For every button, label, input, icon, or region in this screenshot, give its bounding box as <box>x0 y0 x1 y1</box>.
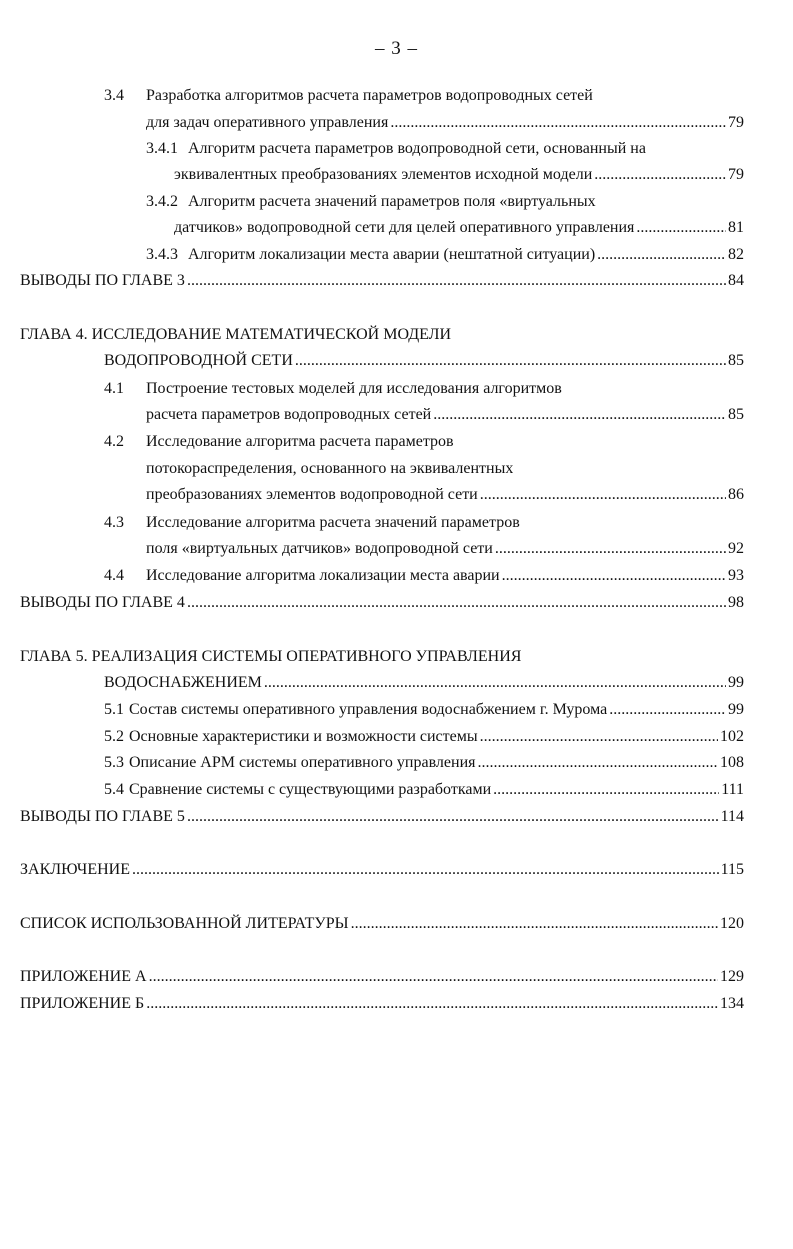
toc-page-ref: 86 <box>728 486 744 503</box>
toc-entry-line <box>104 779 744 801</box>
toc-entry-line <box>20 270 744 292</box>
toc-chapter-title: ГЛАВА 4. ИССЛЕДОВАНИЕ МАТЕМАТИЧЕСКОЙ МОДЕЛИ <box>20 326 452 343</box>
toc-item-title: Алгоритм расчета параметров водопроводной сети, основанный на <box>188 140 646 157</box>
toc-entry-line <box>146 538 744 560</box>
toc-item-title: датчиков» водопроводной сети для целей оперативного управления <box>174 219 635 236</box>
toc-item-title: ВЫВОДЫ ПО ГЛАВЕ 4 <box>20 594 185 611</box>
toc-page-ref: 98 <box>728 594 744 611</box>
toc-item-number: 3.4 <box>104 87 124 104</box>
dot-leader <box>433 404 726 426</box>
toc-item-title: Описание АРМ системы оперативного управления <box>129 754 476 771</box>
toc-item-title: преобразованиях элементов водопроводной сети <box>146 486 478 503</box>
dot-leader <box>597 244 726 266</box>
dot-leader <box>149 966 718 988</box>
toc-entry-line <box>104 350 744 372</box>
toc-item-title: потокораспределения, основанного на эквивалентных <box>146 460 514 477</box>
toc-item-number: 3.4.2 <box>146 193 178 210</box>
toc-item-title: ВЫВОДЫ ПО ГЛАВЕ 3 <box>20 272 185 289</box>
toc-entry-line <box>174 164 744 186</box>
toc-entry-line <box>146 565 744 587</box>
toc-page-ref: 79 <box>728 114 744 131</box>
toc-page-ref: 120 <box>720 915 744 932</box>
toc-item-title: ПРИЛОЖЕНИЕ А <box>20 968 147 985</box>
toc-page-ref: 108 <box>720 754 744 771</box>
toc-entry-line <box>146 404 744 426</box>
toc-item-number: 5.1 <box>104 701 124 718</box>
toc-page-ref: 79 <box>728 166 744 183</box>
toc-entry-line <box>146 484 744 506</box>
toc-item-number: 4.3 <box>104 514 124 531</box>
toc-page-ref: 134 <box>720 995 744 1012</box>
dot-leader <box>495 538 726 560</box>
toc-page-ref: 85 <box>728 406 744 423</box>
toc-page-ref: 99 <box>728 701 744 718</box>
dot-leader <box>351 913 718 935</box>
toc-item-title: ПРИЛОЖЕНИЕ Б <box>20 995 145 1012</box>
toc-item-title: эквивалентных преобразованиях элементов исходной модели <box>174 166 593 183</box>
toc-page-ref: 102 <box>720 728 744 745</box>
toc-chapter-title: ГЛАВА 5. РЕАЛИЗАЦИЯ СИСТЕМЫ ОПЕРАТИВНОГО УПРАВЛЕНИЯ <box>20 648 522 665</box>
toc-entry-line <box>20 859 744 881</box>
toc-page-ref: 85 <box>728 352 744 369</box>
toc-item-number: 3.4.3 <box>146 246 178 263</box>
toc-item-title: Сравнение системы с существующими разработками <box>129 781 492 798</box>
toc-entry-line <box>104 672 744 694</box>
toc-page-ref: 115 <box>720 861 744 878</box>
toc-item-title: расчета параметров водопроводных сетей <box>146 406 432 423</box>
toc-item-title: ВОДОСНАБЖЕНИЕМ <box>104 674 262 691</box>
dot-leader <box>477 752 718 774</box>
toc-entry-line <box>188 244 744 266</box>
toc-item-title: поля «виртуальных датчиков» водопроводной сети <box>146 540 493 557</box>
toc-entry-line <box>20 913 744 935</box>
toc-item-title: ЗАКЛЮЧЕНИЕ <box>20 861 130 878</box>
toc-entry-line <box>104 699 744 721</box>
dot-leader <box>187 270 726 292</box>
toc-page-ref: 84 <box>728 272 744 289</box>
toc-item-title: Состав системы оперативного управления водоснабжением г. Мурома <box>129 701 608 718</box>
dot-leader <box>295 350 726 372</box>
toc-item-title: СПИСОК ИСПОЛЬЗОВАННОЙ ЛИТЕРАТУРЫ <box>20 915 349 932</box>
toc-item-number: 3.4.1 <box>146 140 178 157</box>
dot-leader <box>594 164 726 186</box>
dot-leader <box>609 699 726 721</box>
toc-page-ref: 92 <box>728 540 744 557</box>
toc-entry-line <box>104 752 744 774</box>
dot-leader <box>264 672 726 694</box>
toc-item-title: Алгоритм расчета значений параметров поля «виртуальных <box>188 193 596 210</box>
toc-item-number: 4.4 <box>104 567 124 584</box>
toc-item-title: ВОДОПРОВОДНОЙ СЕТИ <box>104 352 293 369</box>
dot-leader <box>636 217 726 239</box>
toc-entry-line <box>174 217 744 239</box>
toc-item-title: Исследование алгоритма расчета параметров <box>146 433 454 450</box>
toc-item-title: для задач оперативного управления <box>146 114 389 131</box>
dot-leader <box>480 726 718 748</box>
page-number: – 3 – <box>375 38 418 59</box>
toc-page-ref: 129 <box>720 968 744 985</box>
toc-page-ref: 82 <box>728 246 744 263</box>
toc-page-ref: 111 <box>721 781 744 798</box>
dot-leader <box>493 779 719 801</box>
toc-item-number: 5.4 <box>104 781 124 798</box>
toc-item-number: 5.2 <box>104 728 124 745</box>
toc-entry-line <box>104 726 744 748</box>
dot-leader <box>132 859 719 881</box>
toc-page-ref: 114 <box>720 808 744 825</box>
toc-item-title: ВЫВОДЫ ПО ГЛАВЕ 5 <box>20 808 185 825</box>
toc-page-ref: 99 <box>728 674 744 691</box>
toc-entry-line <box>20 592 744 614</box>
toc-entry-line <box>20 993 744 1015</box>
dot-leader <box>480 484 726 506</box>
toc-item-number: 4.2 <box>104 433 124 450</box>
toc-item-number: 4.1 <box>104 380 124 397</box>
toc-item-title: Разработка алгоритмов расчета параметров водопроводных сетей <box>146 87 593 104</box>
toc-entry-line <box>20 966 744 988</box>
toc-item-title: Построение тестовых моделей для исследования алгоритмов <box>146 380 562 397</box>
toc-page-ref: 93 <box>728 567 744 584</box>
toc-item-title: Алгоритм локализации места аварии (нештатной ситуации) <box>188 246 596 263</box>
toc-entry-line <box>146 112 744 134</box>
toc-item-title: Исследование алгоритма локализации места аварии <box>146 567 500 584</box>
toc-entry-line <box>20 806 744 828</box>
toc-item-title: Основные характеристики и возможности системы <box>129 728 478 745</box>
dot-leader <box>187 806 719 828</box>
dot-leader <box>146 993 718 1015</box>
dot-leader <box>187 592 726 614</box>
toc-page-ref: 81 <box>728 219 744 236</box>
toc-item-title: Исследование алгоритма расчета значений параметров <box>146 514 520 531</box>
dot-leader <box>502 565 726 587</box>
dot-leader <box>390 112 726 134</box>
toc-item-number: 5.3 <box>104 754 124 771</box>
